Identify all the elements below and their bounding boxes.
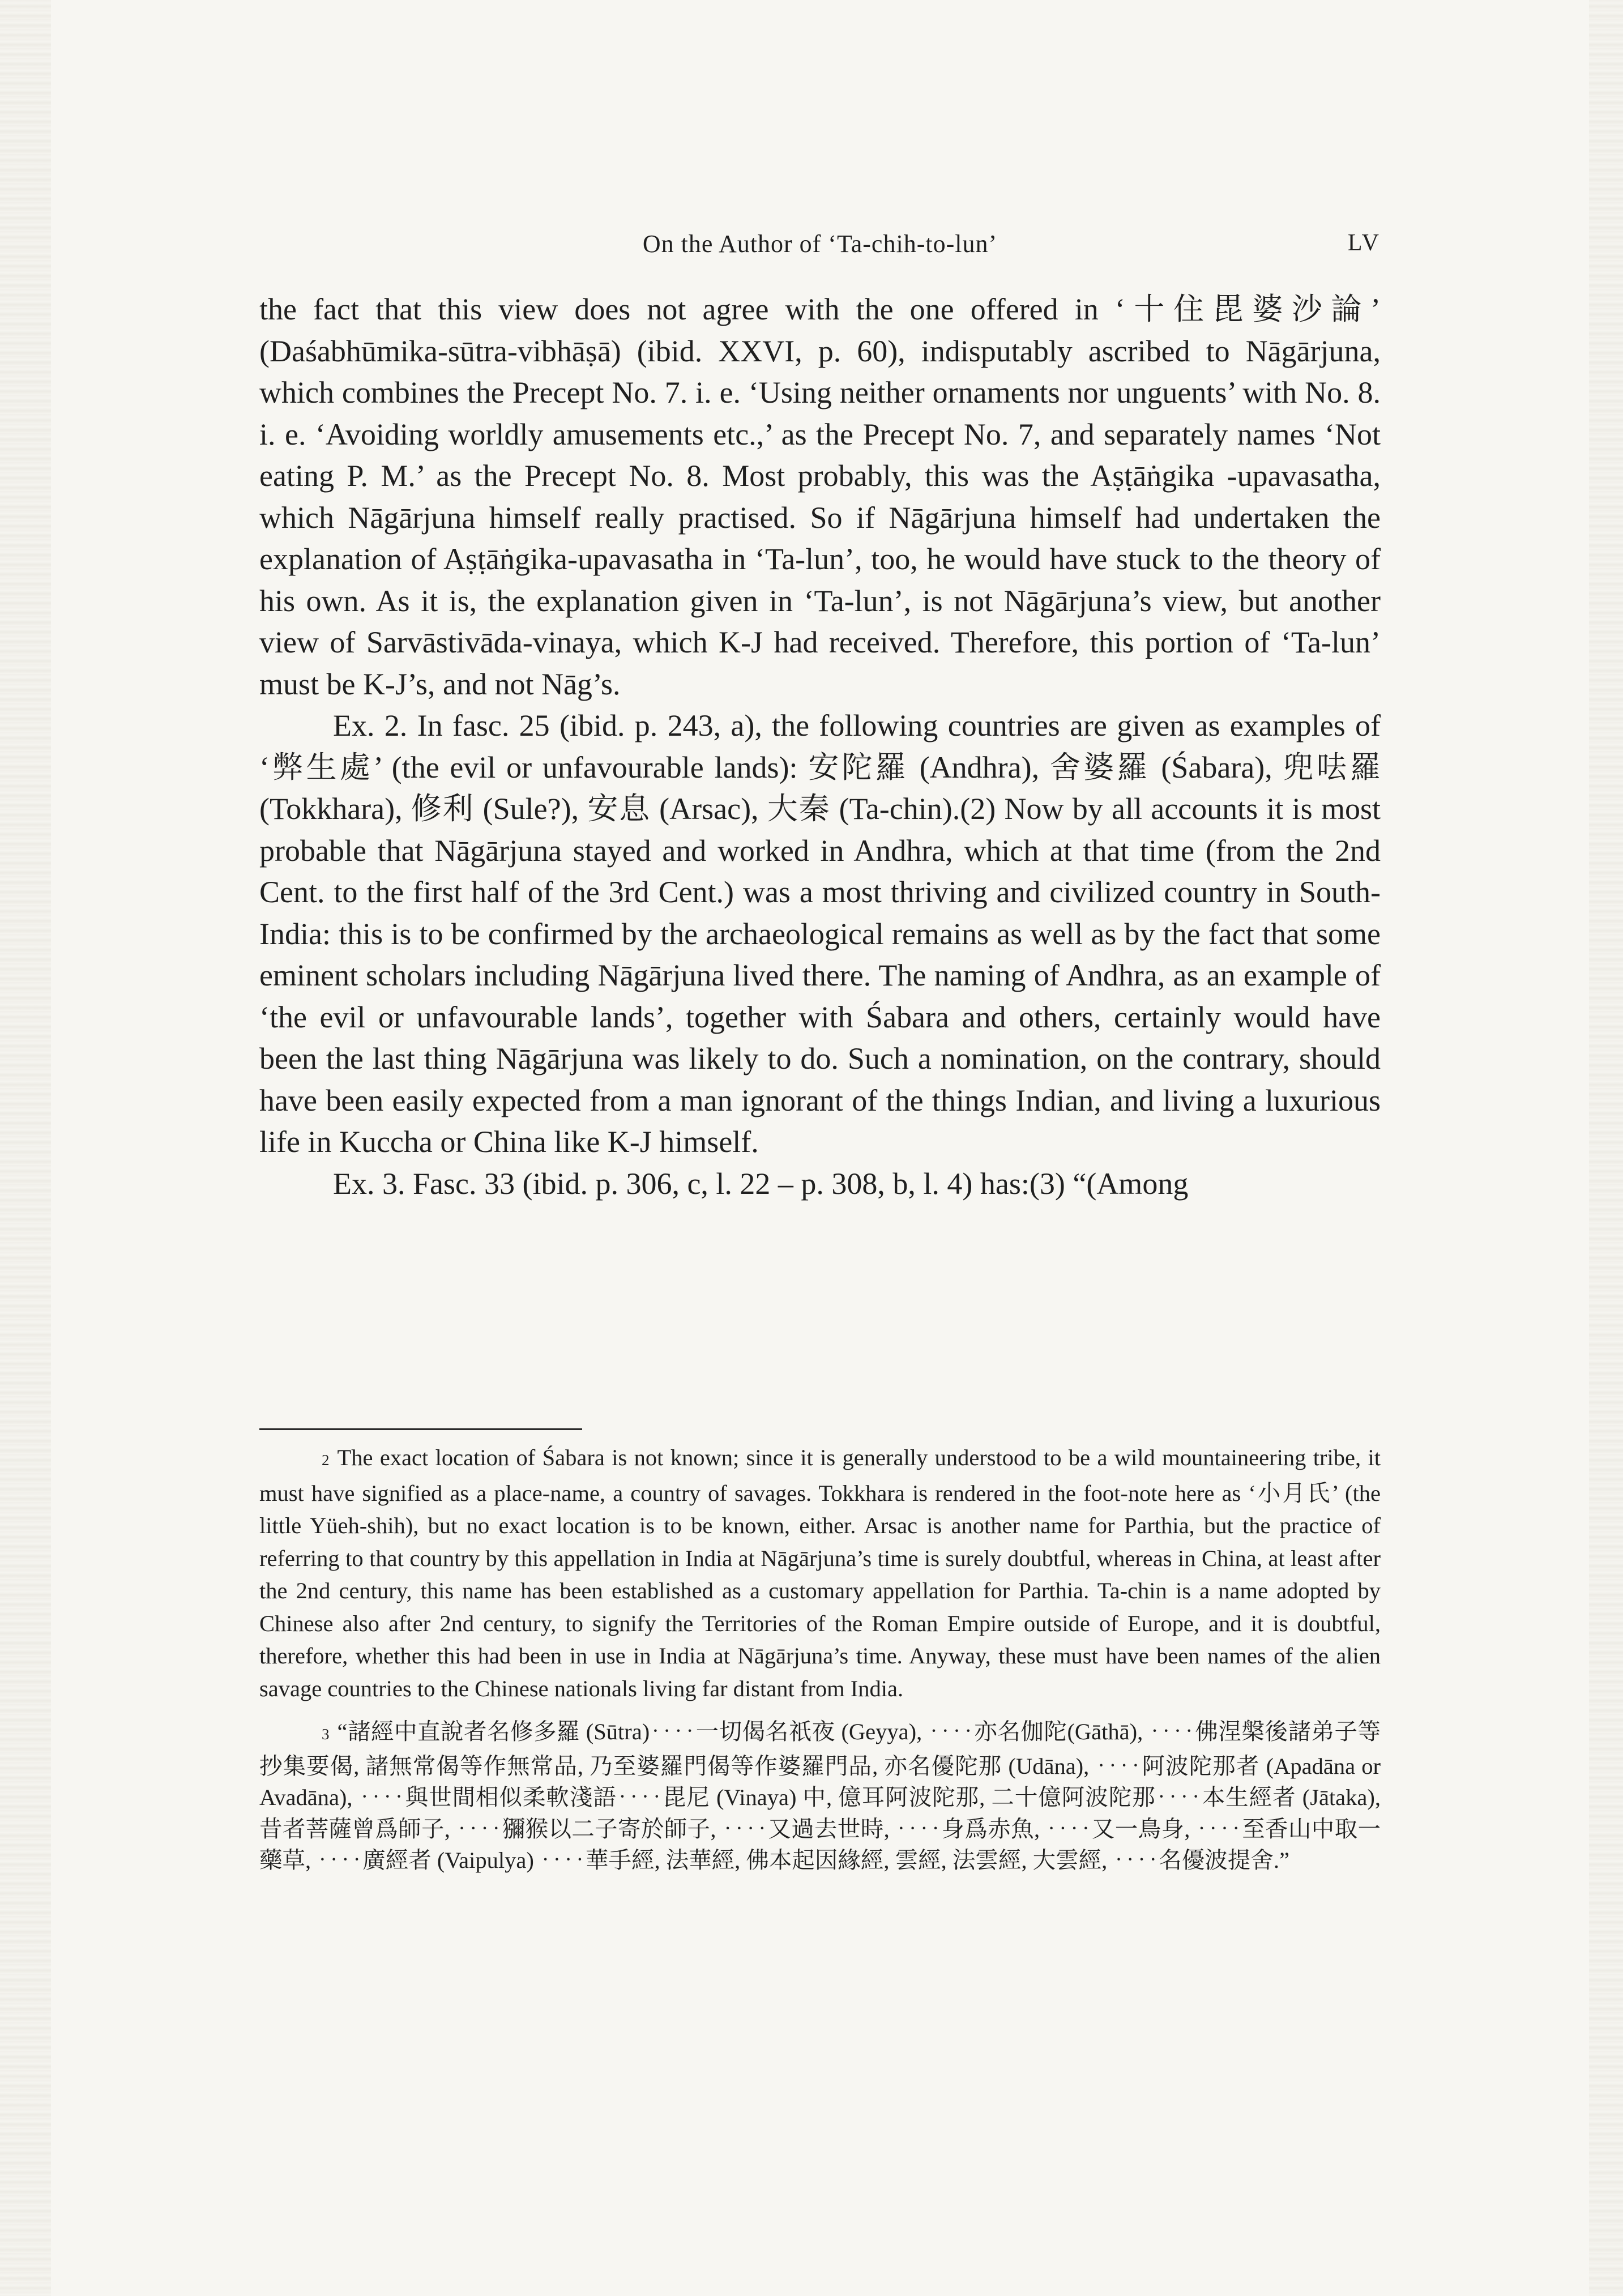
footnote-3-text: “諸經中直說者名修多羅 (Sūtra)‥‥一切偈名祇夜 (Geyya), ‥‥亦名伽陀(Gāthā), ‥‥佛涅槃後諸弟子等抄集要偈, 諸無常偈等作無常品, 乃至婆羅門偈等作婆羅門品, 亦名優陀那 (Udāna), ‥‥阿波陀那者 (Apadāna or Avadāna), ‥‥與世間相似柔軟淺語‥‥毘尼 (Vinaya) 中, 億耳阿波陀那, 二十億阿波陀那‥‥本生經者 (Jātaka), 昔者菩薩曾爲師子, ‥‥獼猴以二子寄於師子, ‥‥又過去世時, ‥‥身爲赤魚, ‥‥又一鳥身, ‥‥至香山中取一藥草, ‥‥廣經者 (Vaipulya) ‥‥華手經, 法華經, 佛本起因緣經, 雲經, 法雲經, 大雲經, ‥‥名優波提舍.” — [259, 1719, 1381, 1873]
footnotes — [259, 1441, 1381, 1876]
scan-edge-left — [0, 0, 51, 2296]
paragraph-example-2: Ex. 2. In fasc. 25 (ibid. p. 243, a), the following countries are given as examples of ‘弊生處’ (the evil or unfavourable lands): 安陀羅 (Andhra), 舍婆羅 (Śabara), 兜呿羅 (Tokkhara), 修利 (Sule?), 安息 (Arsac), 大秦 (Ta-chin).(2) Now by all accounts it is most probable that Nāgārjuna stayed and worked in Andhra, which at that time (from the 2nd Cent. to the first half of the 3rd Cent.) was a most thriving and civilized country in South-India: this is to be confirmed by the archaeological remains as well as by the fact that some eminent scholars including Nāgārjuna lived there. The naming of Andhra, as an example of ‘the evil or unfavourable lands’, together with Śabara and others, certainly would have been the last thing Nāgārjuna was likely to do. Such a nomination, on the contrary, should have been easily expected from a man ignorant of the things Indian, and living a luxurious life in Kuccha or China like K-J himself. — [259, 709, 1381, 1159]
paragraph-example-3: Ex. 3. Fasc. 33 (ibid. p. 306, c, l. 22 – p. 308, b, l. 4) has:(3) “(Among — [333, 1166, 1189, 1201]
page-number: LV — [1347, 230, 1381, 256]
paragraph-continuation: the fact that this view does not agree with the one offered in ‘十住毘婆沙論’ (Daśabhūmika-sūtra-vibhāṣā) (ibid. XXVI, p. 60), indisputably ascribed to Nāgārjuna, which combines the Precept No. 7. i. e. ‘Using neither ornaments nor unguents’ with No. 8. i. e. ‘Avoiding worldly amusements etc.,’ as the Precept No. 7, and separately names ‘Not eating P. M.’ as the Precept No. 8. Most probably, this was the Aṣṭāṅgika -upavasatha, which Nāgārjuna himself really practised. So if Nāgārjuna himself had undertaken the explanation of Aṣṭāṅgika-upavasatha in ‘Ta-lun’, too, he would have stuck to the theory of his own. As it is, the explanation given in ‘Ta-lun’, is not Nāgārjuna’s view, but another view of Sarvāstivāda-vinaya, which K-J had received. Therefore, this portion of ‘Ta-lun’ must be K-J’s, and not Nāg’s. — [259, 292, 1381, 701]
footnote-3 — [259, 1716, 1381, 1876]
footnote-3-mark: 3 — [322, 1726, 330, 1743]
footnote-2-text: The exact location of Śabara is not known; since it is generally understood to be a wild mountaineering tribe, it must have signified as a place-name, a country of savages. Tokkhara is rendered in the foot-note here as ‘小月氏’ (the little Yüeh-shih), but no exact location is to be known, either. Arsac is another name for Parthia, but the practice of referring to that country by this appellation in India at Nāgārjuna’s time is surely doubtful, whereas in China, at least after the 2nd century, this name has been established as a customary appellation for Parthia. Ta-chin is a name adopted by Chinese also after 2nd century, to signify the Territories of the Roman Empire outside of Europe, and it is doubtful, therefore, whether this had been in use in India at Nāgārjuna’s time. Anyway, these must have been names of the alien savage countries to the Chinese nationals living far distant from India. — [259, 1445, 1381, 1701]
scan-edge-right — [1589, 0, 1623, 2296]
footnote-separator — [259, 1428, 582, 1430]
page-header — [259, 229, 1381, 269]
footnote-2-mark: 2 — [322, 1452, 330, 1469]
footnote-2 — [259, 1441, 1381, 1705]
running-title: On the Author of ‘Ta-chih-to-lun’ — [642, 230, 998, 258]
main-text — [259, 289, 1381, 1205]
